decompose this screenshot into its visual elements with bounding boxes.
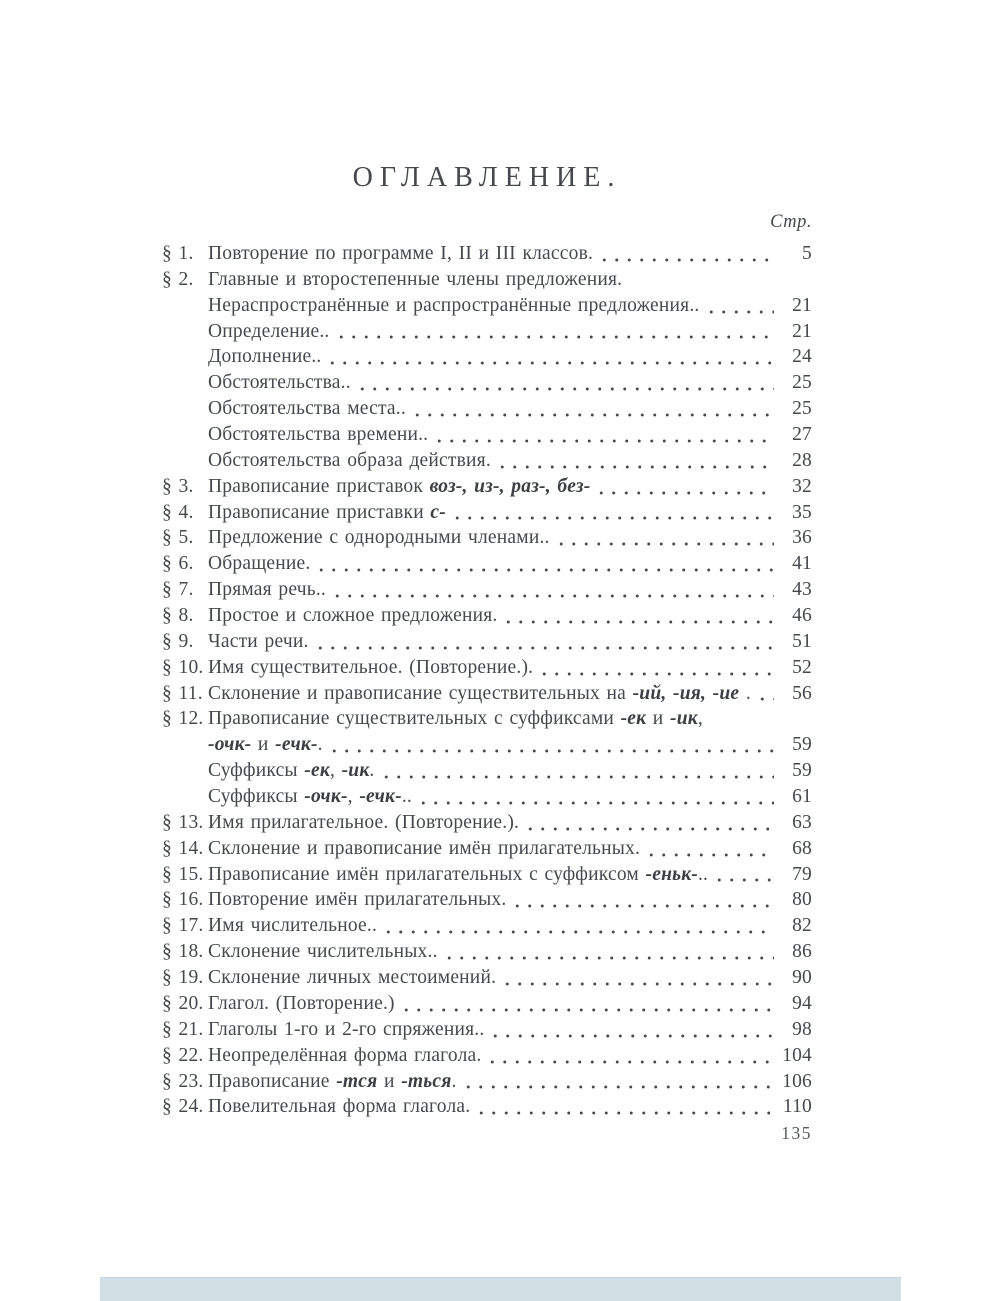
entry-text: Части речи. [208, 630, 309, 652]
toc-entry [162, 939, 812, 965]
entry-text: Склонение числительных.. [208, 941, 438, 963]
entry-text: Имя прилагательное. (Повторение.). [208, 811, 520, 833]
entry-page-number: 56 [792, 682, 812, 704]
dot-leader [502, 620, 774, 629]
dot-leader [331, 594, 774, 603]
entry-page-number: 25 [792, 372, 812, 394]
next-page-edge-bar [100, 1277, 901, 1301]
toc-entry [162, 655, 812, 681]
dot-leader [496, 465, 774, 474]
toc-entry [162, 241, 812, 267]
entry-text: Склонение личных местоимений. [208, 967, 497, 989]
entry-page-number: 59 [792, 760, 812, 782]
entry-text: Повторение имён прилагательных. [208, 889, 507, 911]
toc-entry [162, 836, 812, 862]
entry-section-number: § 12. [162, 708, 204, 730]
entry-page-number: 25 [792, 398, 812, 420]
entry-page-number: 59 [792, 734, 812, 756]
entry-text: Глагол. (Повторение.) [208, 992, 395, 1014]
entry-text: Имя числительное.. [208, 915, 378, 937]
entry-section-number: § 24. [162, 1096, 204, 1118]
entry-page-number: 104 [782, 1044, 812, 1066]
page-column-header: Стр. [770, 212, 812, 232]
dot-leader [501, 982, 774, 991]
toc-entry [162, 474, 812, 500]
entry-section-number: § 13. [162, 811, 204, 833]
toc-entry [162, 1017, 812, 1043]
entry-section-number: § 16. [162, 889, 204, 911]
toc-entry [162, 913, 812, 939]
entry-text: Склонение и правописание имён прилагательных. [208, 837, 641, 859]
dot-leader [524, 827, 774, 836]
entry-page-number: 27 [792, 424, 812, 446]
entry-page-number: 21 [792, 294, 812, 316]
entry-text: Правописание -тся и -ться. [208, 1070, 457, 1092]
entry-text: Обстоятельства времени.. [208, 424, 429, 446]
entry-text: Имя существительное. (Повторение.). [208, 656, 534, 678]
toc-entry [162, 551, 812, 577]
dot-leader [705, 310, 775, 319]
dot-leader [645, 853, 774, 862]
entry-page-number: 98 [792, 1018, 812, 1040]
entry-text: Суффиксы -ек, -ик. [208, 760, 375, 782]
entry-section-number: § 22. [162, 1044, 204, 1066]
entry-text: Предложение с однородными членами.. [208, 527, 550, 549]
toc-entry [162, 810, 812, 836]
toc-entry [208, 396, 812, 422]
toc-entry [208, 319, 812, 345]
dot-leader [538, 672, 774, 681]
entry-text: Обстоятельства образа действия. [208, 449, 491, 471]
entry-section-number: § 10. [162, 656, 204, 678]
entry-text: Обстоятельства.. [208, 372, 351, 394]
entry-section-number: § 14. [162, 837, 204, 859]
entry-section-number: § 18. [162, 941, 204, 963]
dot-leader [713, 878, 774, 887]
entry-page-number: 46 [792, 605, 812, 627]
entry-section-number: § 23. [162, 1070, 204, 1092]
toc-entry [208, 344, 812, 370]
folio-page-number: 135 [781, 1123, 812, 1143]
entry-section-number: § 9. [162, 630, 194, 652]
entry-page-number: 21 [792, 320, 812, 342]
entry-text: Прямая речь.. [208, 579, 326, 601]
entry-text: Главные и второстепенные члены предложения. [208, 268, 623, 290]
toc-entry [162, 1069, 812, 1095]
entry-text: Обстоятельства места.. [208, 398, 406, 420]
toc-entry [162, 603, 812, 629]
entry-section-number: § 8. [162, 605, 194, 627]
entry-page-number: 63 [792, 811, 812, 833]
entry-section-number: § 19. [162, 967, 204, 989]
entry-page-number: 94 [792, 992, 812, 1014]
toc-entry [162, 862, 812, 888]
entry-page-number: 43 [792, 579, 812, 601]
dot-leader [595, 491, 774, 500]
dot-leader [335, 335, 774, 344]
toc-entry [208, 370, 812, 396]
dot-leader [315, 568, 774, 577]
entry-text: Правописание приставки с- [208, 501, 446, 523]
entry-page-number: 79 [792, 863, 812, 885]
toc-entry [162, 681, 812, 707]
entry-text: Дополнение.. [208, 346, 322, 368]
toc-entry [162, 500, 812, 526]
entry-page-number: 5 [802, 243, 812, 264]
dot-leader [598, 258, 774, 267]
dot-leader [451, 516, 774, 525]
entry-text: Суффиксы -очк-, -ечк-.. [208, 786, 412, 808]
toc-entry [208, 758, 812, 784]
dot-leader [314, 646, 774, 655]
entry-page-number: 80 [792, 889, 812, 911]
entry-page-number: 32 [792, 475, 812, 497]
dot-leader [328, 749, 774, 758]
toc-entry [162, 887, 812, 913]
entry-page-number: 68 [792, 837, 812, 859]
entry-section-number: § 15. [162, 863, 204, 885]
entry-section-number: § 3. [162, 475, 194, 497]
entry-page-number: 52 [792, 656, 812, 678]
entry-text: Правописание имён прилагательных с суффиксом -еньк-.. [208, 863, 709, 885]
dot-leader [411, 413, 774, 422]
entry-section-number: § 20. [162, 992, 204, 1014]
entry-text: Правописание приставок воз-, из-, раз-, без- [208, 475, 591, 497]
entry-section-number: § 1. [162, 243, 194, 264]
entry-text: Нераспространённые и распространённые предложения.. [208, 294, 700, 316]
dot-leader [555, 542, 774, 551]
toc-entry [208, 293, 812, 319]
entry-page-number: 106 [782, 1070, 812, 1092]
toc-entry [162, 1043, 812, 1069]
entry-section-number: § 11. [162, 682, 203, 704]
dot-leader [489, 1034, 774, 1043]
entry-text: Простое и сложное предложения. [208, 605, 498, 627]
toc-entry [162, 577, 812, 603]
entry-section-number: § 4. [162, 501, 194, 523]
dot-leader [462, 1085, 774, 1094]
entry-page-number: 24 [792, 346, 812, 368]
entry-text: Глаголы 1-го и 2-го спряжения.. [208, 1018, 485, 1040]
toc-entry [208, 732, 812, 758]
dot-leader [380, 775, 775, 784]
entry-page-number: 36 [792, 527, 812, 549]
toc-entry [162, 629, 812, 655]
entry-page-number: 41 [792, 553, 812, 575]
dot-leader [511, 904, 774, 913]
dot-leader [433, 439, 774, 448]
entry-text: Повелительная форма глагола. [208, 1096, 471, 1118]
toc-entry [208, 448, 812, 474]
toc-entry [208, 784, 812, 810]
toc-entry [162, 965, 812, 991]
dot-leader [756, 697, 774, 706]
entry-section-number: § 6. [162, 553, 194, 575]
entry-section-number: § 5. [162, 527, 194, 549]
dot-leader [475, 1111, 774, 1120]
entry-section-number: § 17. [162, 915, 204, 937]
page-title: ОГЛАВЛЕНИЕ. [352, 162, 622, 193]
entry-text: -очк- и -ечк-. [208, 734, 323, 756]
entry-text: Правописание существительных с суффиксами -ек и -ик, [208, 708, 703, 730]
toc-entry [162, 1094, 812, 1120]
dot-leader [486, 1060, 774, 1069]
entry-text: Определение.. [208, 320, 330, 342]
dot-leader [382, 930, 774, 939]
entry-page-number: 82 [792, 915, 812, 937]
toc-list [162, 241, 812, 1120]
entry-page-number: 110 [782, 1096, 812, 1118]
entry-page-number: 90 [792, 967, 812, 989]
entry-text: Неопределённая форма глагола. [208, 1044, 482, 1066]
entry-text: Склонение и правописание существительных на -ий, -ия, -ие . [208, 682, 751, 704]
toc-entry [162, 267, 812, 293]
entry-page-number: 35 [792, 501, 812, 523]
entry-section-number: § 2. [162, 268, 194, 290]
dot-leader [400, 1008, 774, 1017]
entry-page-number: 61 [792, 786, 812, 808]
dot-leader [417, 801, 774, 810]
dot-leader [356, 387, 774, 396]
entry-text: Обращение. [208, 553, 311, 575]
entry-page-number: 86 [792, 941, 812, 963]
toc-entry [162, 525, 812, 551]
entry-text: Повторение по программе I, II и III классов. [208, 243, 594, 264]
dot-leader [326, 361, 774, 370]
entry-page-number: 51 [792, 630, 812, 652]
entry-section-number: § 21. [162, 1018, 204, 1040]
entry-section-number: § 7. [162, 579, 194, 601]
toc-entry [162, 706, 812, 732]
toc-entry [162, 991, 812, 1017]
toc-entry [208, 422, 812, 448]
entry-page-number: 28 [792, 449, 812, 471]
dot-leader [443, 956, 774, 965]
